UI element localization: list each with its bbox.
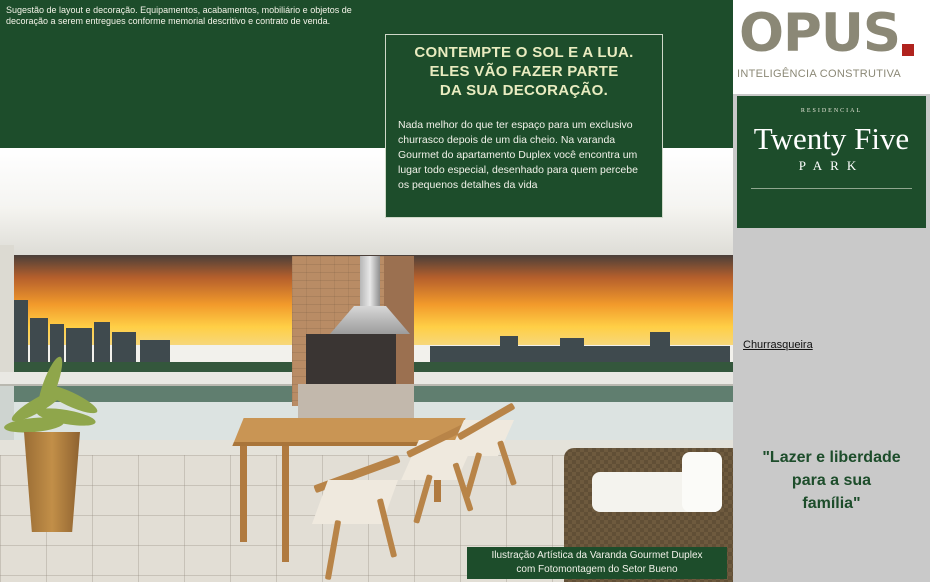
sidebar <box>733 0 930 582</box>
opus-logo <box>733 0 930 94</box>
grill-opening <box>306 334 396 384</box>
residential-brand-logo <box>737 96 926 228</box>
table-leg <box>240 446 247 542</box>
churrasqueira-link[interactable]: Churrasqueira <box>743 339 813 351</box>
headline-box <box>385 34 663 218</box>
opus-logo-mark: OPUS <box>739 3 901 64</box>
headline-title <box>398 43 650 100</box>
headline-line: CONTEMPTE O SOL E A LUA. <box>414 44 634 61</box>
table-leg <box>282 446 289 562</box>
tagline-line: para a sua <box>791 472 872 489</box>
sofa-pillow <box>682 452 722 512</box>
headline-line: DA SUA DECORAÇÃO. <box>439 82 609 99</box>
brand-name: Twenty Five <box>753 121 910 156</box>
plant-pot <box>24 432 80 532</box>
tagline-line: família" <box>802 495 861 512</box>
illustration-caption <box>467 547 727 579</box>
headline-body-text: Nada melhor do que ter espaço para um exclusivo churrasco depois de um dia cheio. Na varanda Gourmet do apartamento Duplex você encontra um lugar todo especial, desenhado para quem percebe os pequenos detalhes da vida <box>398 119 638 191</box>
grill-hood-pipe <box>360 256 380 308</box>
caption-line: com Fotomontagem do Setor Bueno <box>516 564 678 575</box>
brand-prefix: RESIDENCIAL <box>800 108 863 114</box>
opus-logo-tagline: INTELIGÊNCIA CONSTRUTIVA <box>737 68 902 80</box>
brand-divider <box>751 188 912 189</box>
brand-suffix: PARK <box>798 158 865 173</box>
tagline-line: "Lazer e liberdade <box>762 449 901 466</box>
leisure-tagline <box>739 446 924 515</box>
disclaimer-text: Sugestão de layout e decoração. Equipamentos, acabamentos, mobiliário e objetos de decoração a serem entregues conforme memorial descritivo e contrato de venda. <box>6 5 352 26</box>
headline-line: ELES VÃO FAZER PARTE <box>429 63 619 80</box>
caption-line: Ilustração Artística da Varanda Gourmet Duplex <box>491 550 703 561</box>
logo-square-icon <box>902 44 914 56</box>
